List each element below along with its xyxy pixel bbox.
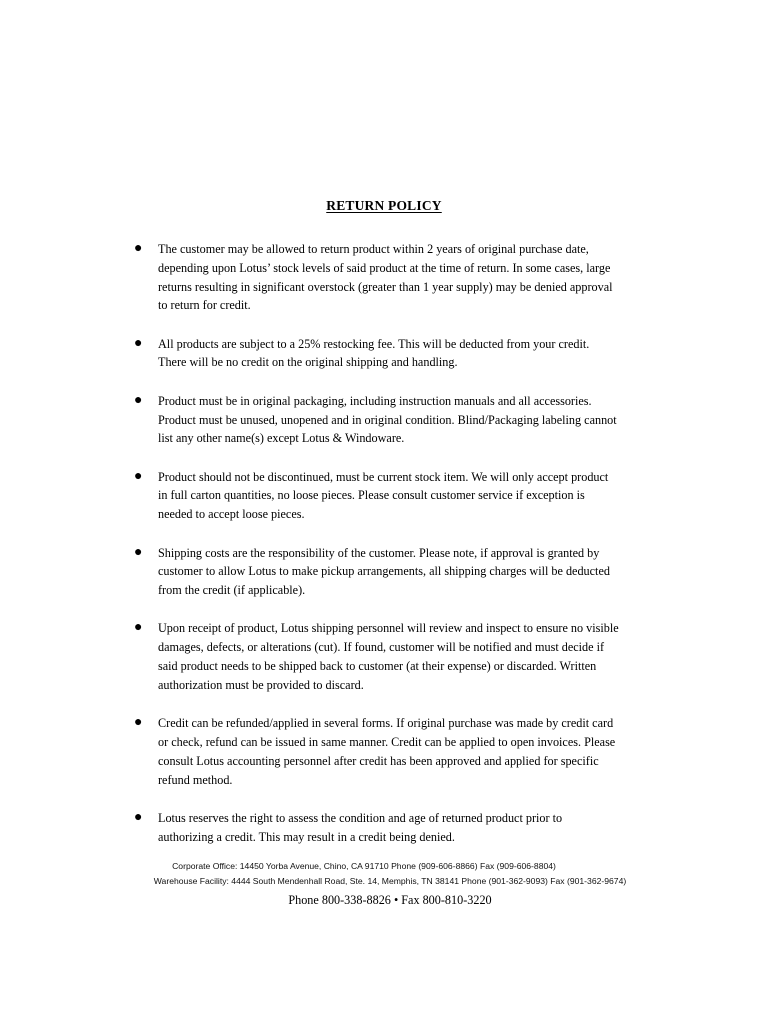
footer-corporate-office: Corporate Office: 14450 Yorba Avenue, Chino, CA 91710 Phone (909-606-8866) Fax (909-606-8804) bbox=[172, 861, 556, 871]
list-item-text: Upon receipt of product, Lotus shipping personnel will review and inspect to ensure no visible damages, defects, or alterations (cut). If found, customer will be notified and must decide if said product needs to be shipped back to customer (at their expense) or discarded. Written authorization must be provided to discard. bbox=[158, 621, 619, 692]
list-item bbox=[134, 809, 664, 847]
footer-warehouse-facility: Warehouse Facility: 4444 South Mendenhall Road, Ste. 14, Memphis, TN 38141 Phone (901-362-9093) Fax (901-362-9674) bbox=[153, 876, 627, 886]
bullet-icon: ● bbox=[134, 241, 143, 256]
list-item bbox=[134, 240, 664, 315]
list-item bbox=[134, 714, 664, 789]
list-item-text: Product must be in original packaging, including instruction manuals and all accessories. Product must be unused, unopened and in original condition. Blind/Packaging labeling cannot list any other name(s) except Lotus & Windoware. bbox=[158, 393, 617, 446]
bullet-icon: ● bbox=[134, 468, 143, 484]
bullet-icon: ● bbox=[134, 335, 143, 351]
page-title: RETURN POLICY bbox=[326, 198, 442, 213]
bullet-icon: ● bbox=[134, 392, 143, 408]
policy-list bbox=[134, 240, 664, 866]
list-item-text: Lotus reserves the right to assess the condition and age of returned product prior to authorizing a credit. This may result in a credit being denied. bbox=[158, 810, 563, 844]
bullet-icon: ● bbox=[134, 715, 143, 731]
list-item bbox=[134, 619, 664, 694]
list-item bbox=[134, 468, 664, 524]
list-item-text: Credit can be refunded/applied in several forms. If original purchase was made by credit card or check, refund can be issued in same manner. Credit can be applied to open invoices. Please consult Lotus accounting personnel after credit has been approved and applied for specific refund method. bbox=[158, 716, 616, 787]
bullet-icon: ● bbox=[134, 809, 143, 825]
footer-phone-fax: Phone 800-338-8826 • Fax 800-810-3220 bbox=[288, 893, 492, 907]
list-item-text: Shipping costs are the responsibility of the customer. Please note, if approval is granted by customer to allow Lotus to make pickup arrangements, all shipping charges will be deducted from the credit (if applicable). bbox=[158, 545, 610, 598]
list-item bbox=[134, 392, 664, 448]
list-item bbox=[134, 544, 664, 600]
bullet-icon: ● bbox=[134, 544, 143, 560]
bullet-icon: ● bbox=[134, 620, 143, 636]
list-item-text: Product should not be discontinued, must be current stock item. We will only accept product in full carton quantities, no loose pieces. Please consult customer service if exception is needed to accept loose pieces. bbox=[158, 469, 609, 522]
list-item bbox=[134, 335, 664, 373]
list-item-text: All products are subject to a 25% restocking fee. This will be deducted from your credit. There will be no credit on the original shipping and handling. bbox=[158, 336, 590, 370]
list-item-text: The customer may be allowed to return product within 2 years of original purchase date, depending upon Lotus’ stock levels of said product at the time of return. In some cases, large returns resulting in significant overstock (greater than 1 year supply) may be denied approval to return for credit. bbox=[158, 242, 613, 313]
